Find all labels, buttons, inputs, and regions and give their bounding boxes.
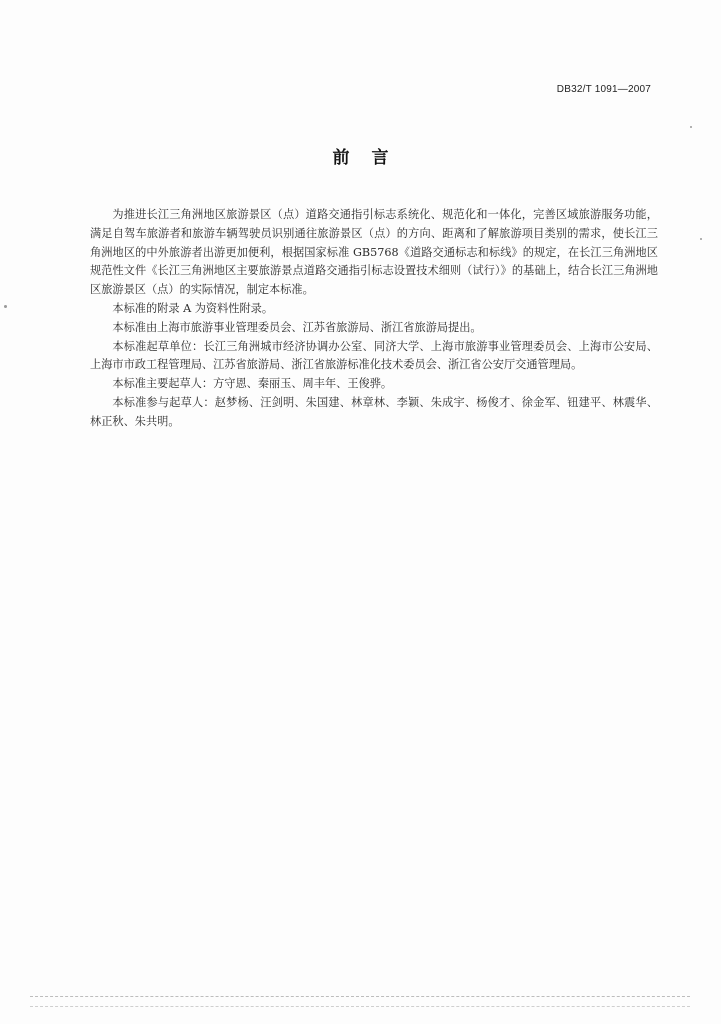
paragraph-main-drafters: 本标准主要起草人：方守恩、秦丽玉、周丰年、王俊骅。	[112, 377, 393, 391]
bottom-divider	[30, 996, 690, 997]
bottom-divider	[30, 1006, 690, 1007]
scan-speck	[4, 305, 7, 308]
paragraph-appendix: 本标准的附录 A 为资料性附录。	[112, 301, 274, 315]
foreword-body	[90, 206, 658, 432]
paragraph-drafting-units: 本标准起草单位：长江三角洲城市经济协调办公室、同济大学、上海市旅游事业管理委员会、上海市公安局、上海市市政工程管理局、江苏省旅游局、浙江省旅游标准化技术委员会、浙江省公安厅交通管理局。	[90, 339, 658, 372]
paragraph-purpose: 为推进长江三角洲地区旅游景区（点）道路交通指引标志系统化、规范化和一体化，完善区域旅游服务功能，满足自驾车旅游者和旅游车辆驾驶员识别通往旅游景区（点）的方向、距离和了解旅游项目类别的需求，使长江三角洲地区的中外旅游者出游更加便利，根据国家标准 GB5768《道路交通标志和标线》的规定，在长江三角洲地区规范性文件《长江三角洲地区主要旅游景点道路交通指引标志设置技术细则（试行）》的基础上，结合长江三角洲地区旅游景区（点）的实际情况，制定本标准。	[90, 208, 658, 297]
scan-speck	[690, 126, 692, 128]
paragraph-proposer: 本标准由上海市旅游事业管理委员会、江苏省旅游局、浙江省旅游局提出。	[112, 320, 482, 334]
scan-speck	[700, 238, 702, 240]
page-title: 前言	[332, 148, 411, 168]
paragraph-participating-drafters: 本标准参与起草人：赵梦杨、汪剑明、朱国建、林章林、李颖、朱成宇、杨俊才、徐金军、钮建平、林震华、林正秋、朱共明。	[90, 395, 658, 428]
standard-code: DB32/T 1091—2007	[556, 84, 651, 95]
